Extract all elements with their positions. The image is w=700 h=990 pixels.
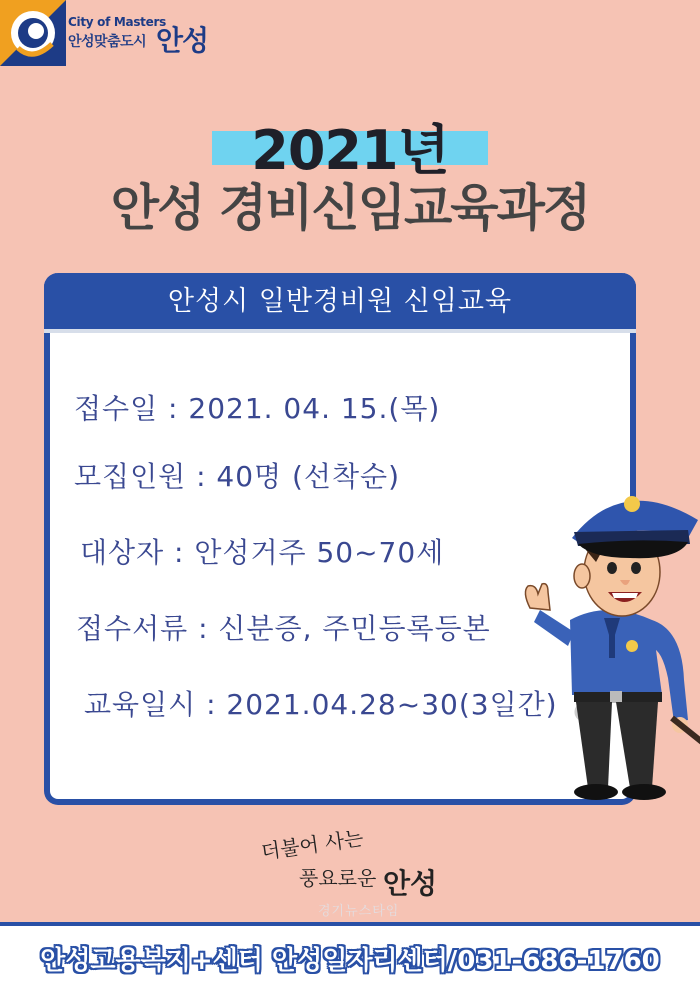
info-row-documents: 접수서류 : 신분증, 주민등록등본 bbox=[76, 612, 491, 645]
card-heading: 안성시 일반경비원 신임교육 bbox=[44, 273, 636, 329]
slogan-line-1: 더불어 사는 bbox=[259, 825, 365, 864]
footer-contact-bar bbox=[0, 922, 700, 990]
page-title: 안성 경비신임교육과정 bbox=[110, 179, 590, 237]
logo-city-name: 안성 bbox=[156, 24, 209, 57]
city-emblem-icon bbox=[0, 0, 66, 66]
slogan-line-3: 안성 bbox=[383, 867, 438, 900]
watermark: 경기뉴스타임 bbox=[318, 904, 400, 919]
info-row-schedule: 교육일시 : 2021.04.28~30(3일간) bbox=[84, 688, 558, 721]
logo-english: City of Masters bbox=[68, 15, 166, 29]
info-row-recruits: 모집인원 : 40명 (선착순) bbox=[74, 460, 400, 493]
logo-korean: 안성맞춤도시 bbox=[68, 34, 147, 50]
info-row-receipt-date: 접수일 : 2021. 04. 15.(목) bbox=[74, 392, 441, 425]
footer-contact-text: 안성고용복지+센터 안성일자리센터/031-686-1760 bbox=[40, 946, 660, 976]
year-title: 2021년 bbox=[251, 119, 449, 182]
city-logo bbox=[0, 0, 240, 70]
city-slogan bbox=[255, 825, 455, 902]
police-officer-illustration bbox=[512, 480, 700, 810]
slogan-line-2: 풍요로운 bbox=[299, 866, 377, 890]
info-row-target: 대상자 : 안성거주 50~70세 bbox=[80, 536, 445, 569]
